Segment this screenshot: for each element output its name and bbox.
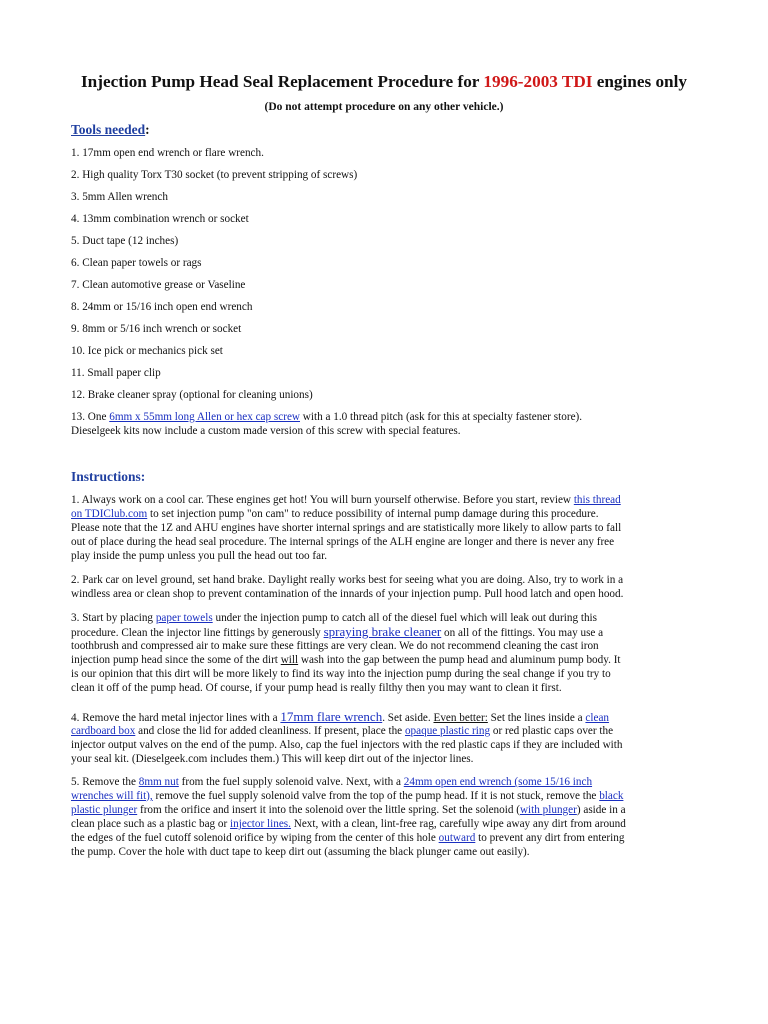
tools-heading-text: Tools needed: [71, 122, 146, 137]
step-5-paragraph: 5. Remove the 8mm nut from the fuel supply solenoid valve. Next, with a 24mm open end wrench (some 15/16 inch wrenches will fit), remove the fuel supply solenoid valve from the top of the pump head. If it is not stuck, remove the black plastic plunger from the orifice and insert it into the solenoid over the little spring. Set the solenoid (with plunger) aside in a clean place such as a plastic bag or injector lines. Next, with a clean, lint-free rag, carefully wipe away any dirt from around the edges of the fuel cutoff solenoid orifice by wiping from the center of this hole outward to prevent any dirt from entering the pump. Cover the hole with duct tape to keep dirt out (assuming the black plunger came out easily).: [71, 776, 626, 858]
brake-cleaner-link[interactable]: spraying brake cleaner: [323, 624, 442, 639]
tool-item: 10. Ice pick or mechanics pick set: [71, 345, 223, 357]
title-vehicle-years: 1996-2003 TDI: [483, 72, 593, 91]
tool-item: 11. Small paper clip: [71, 367, 161, 379]
tool-item: 5. Duct tape (12 inches): [71, 235, 179, 247]
tool-item-13: 13. One 6mm x 55mm long Allen or hex cap screw with a 1.0 thread pitch (ask for this at specialty fastener store). Dieselgeek kits now include a custom made version of this screw with special features.: [71, 411, 583, 437]
tool-item: 2. High quality Torx T30 socket (to prevent stripping of screws): [71, 169, 358, 181]
black-plunger-link[interactable]: black: [599, 790, 624, 802]
tdiclub-link[interactable]: on TDIClub.com: [71, 508, 148, 520]
with-plunger-link[interactable]: with plunger: [519, 804, 577, 816]
step-3-paragraph: 3. Start by placing paper towels under the injection pump to catch all of the diesel fuel which will leak out during this procedure. Clean the injector line fittings by generously spraying brake cleaner on all of the fittings. You may use a toothbrush and compressed air to make sure these fittings are very clean. We do not recommend cleaning the cast iron injection pump head since the some of the dirt will wash into the gap between the pump head and aluminum pump body. It is our opinion that this dirt will be more likely to find its way into the injection pump during the seal change if you try to clean it off of the pump head. Of course, if your pump head is really filthy then you may want to clean it first.: [71, 612, 621, 694]
tool-item: 7. Clean automotive grease or Vaseline: [71, 279, 246, 291]
tool-item: 8. 24mm or 15/16 inch open end wrench: [71, 301, 253, 313]
clean-cardboard-link[interactable]: clean: [585, 712, 610, 724]
tools-heading: [71, 122, 150, 138]
title-prefix: Injection Pump Head Seal Replacement Procedure for: [80, 72, 484, 91]
tool-item: 1. 17mm open end wrench or flare wrench.: [71, 147, 264, 159]
step-2-paragraph: 2. Park car on level ground, set hand brake. Daylight really works best for seeing what you are doing. Also, try to work in a windless area or clean shop to prevent contamination of the innards of your injection pump. Pull hood latch and open hood.: [71, 574, 624, 600]
paper-towels-link[interactable]: paper towels: [155, 612, 213, 624]
this-thread-link[interactable]: this thread: [573, 494, 621, 506]
tool-item: 6. Clean paper towels or rags: [71, 257, 202, 269]
tool-item: 3. 5mm Allen wrench: [71, 191, 168, 203]
page-subtitle: (Do not attempt procedure on any other vehicle.): [264, 101, 504, 113]
tools-heading-colon: :: [145, 122, 150, 137]
tool-item: 9. 8mm or 5/16 inch wrench or socket: [71, 323, 242, 335]
wrenches-fit-link[interactable]: wrenches will fit),: [71, 790, 153, 802]
tool-item: 4. 13mm combination wrench or socket: [71, 213, 249, 225]
outward-link[interactable]: outward: [438, 832, 476, 844]
hex-cap-screw-link[interactable]: 6mm x 55mm long Allen or hex cap screw: [109, 411, 300, 423]
tool-item: 12. Brake cleaner spray (optional for cleaning unions): [71, 389, 313, 401]
title-suffix: engines only: [592, 72, 687, 91]
flare-wrench-link[interactable]: 17mm flare wrench: [280, 709, 383, 724]
24mm-wrench-link[interactable]: 24mm open end wrench (some 15/16 inch: [403, 776, 593, 788]
page-title: [0, 72, 768, 92]
opaque-plastic-ring-link[interactable]: opaque plastic ring: [404, 725, 491, 737]
step-4-paragraph: 4. Remove the hard metal injector lines with a 17mm flare wrench. Set aside. Even better: Set the lines inside a clean cardboard box and close the lid for added cleanliness. If present, place the opaque plastic ring or red plastic caps over the injector output valves on the end of the pump. Also, cap the fuel injectors with the red plastic caps if they are included with your seal kit. (Dieselgeek.com includes them.) This will keep dirt out of the injector lines.: [71, 709, 623, 765]
plastic-plunger-link[interactable]: plastic plunger: [71, 804, 138, 816]
step-1-paragraph: 1. Always work on a cool car. These engines get hot! You will burn yourself otherwise. Before you start, review this thread on TDIClub.com to set injection pump "on cam" to reduce possibility of internal pump damage during this procedure. Please note that the 1Z and AHU engines have shorter internal springs and are statistically more likely to allow parts to fall out of place during the head seal procedure. The internal springs of the ALH engine are longer and there is never any free play inside the pump unless you pull the head out too far.: [71, 494, 622, 562]
injector-lines-link[interactable]: injector lines.: [230, 818, 291, 830]
8mm-nut-link[interactable]: 8mm nut: [138, 776, 179, 788]
instructions-heading: Instructions:: [71, 469, 146, 484]
cardboard-box-link[interactable]: cardboard box: [71, 725, 136, 737]
